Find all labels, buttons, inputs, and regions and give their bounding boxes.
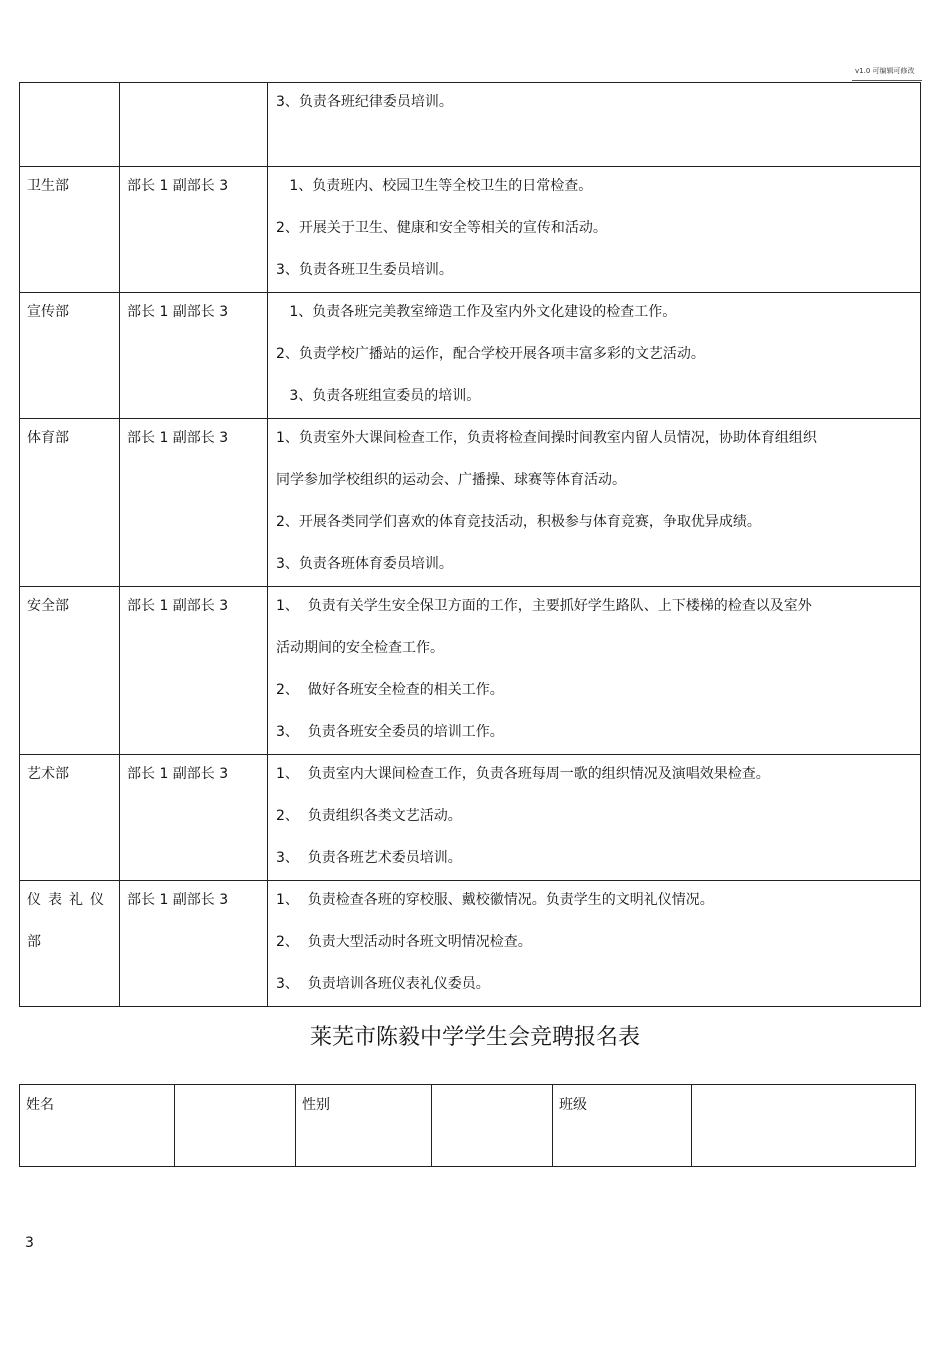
department-name-cell <box>20 167 120 293</box>
staff-text: 部长 1 副部长 3 <box>127 430 229 446</box>
department-name <box>20 72 119 81</box>
class-value-cell[interactable] <box>692 1085 916 1167</box>
department-name-line: 部 <box>27 934 48 950</box>
staff-text: 部长 1 副部长 3 <box>127 178 229 194</box>
department-row <box>20 587 921 755</box>
duty-line: 2、负责学校广播站的运作，配合学校开展各项丰富多彩的文艺活动。 <box>276 346 705 362</box>
department-name: 艺术部 <box>27 766 69 782</box>
duty-line: 1、负责各班完美教室缔造工作及室内外文化建设的检查工作。 <box>276 304 677 320</box>
duty-line: 活动期间的安全检查工作。 <box>276 640 444 656</box>
department-name: 体育部 <box>27 430 69 446</box>
department-name-cell <box>20 881 120 1007</box>
duties-cell <box>268 755 921 881</box>
duties-cell <box>268 83 921 167</box>
page-number: 3 <box>25 1235 34 1251</box>
staff-cell <box>120 881 268 1007</box>
department-name: 宣传部 <box>27 304 69 320</box>
department-name-cell <box>20 419 120 587</box>
duty-line: 2、 负责组织各类文艺活动。 <box>276 808 462 824</box>
department-name-cell <box>20 587 120 755</box>
department-name-line: 仪表礼仪 <box>27 892 111 908</box>
department-name: 卫生部 <box>27 178 69 194</box>
duty-line: 1、 负责有关学生安全保卫方面的工作，主要抓好学生路队、上下楼梯的检查以及室外 <box>276 598 812 614</box>
duty-line: 1、负责班内、校园卫生等全校卫生的日常检查。 <box>276 178 593 194</box>
department-row <box>20 167 921 293</box>
gender-label-cell: 性别 <box>296 1085 432 1167</box>
duties-cell <box>268 419 921 587</box>
staff-cell <box>120 293 268 419</box>
duty-line: 3、 负责各班安全委员的培训工作。 <box>276 724 504 740</box>
department-row <box>20 83 921 167</box>
registration-table <box>19 1084 916 1167</box>
duty-line: 同学参加学校组织的运动会、广播操、球赛等体育活动。 <box>276 472 626 488</box>
department-row <box>20 755 921 881</box>
staff-cell <box>120 419 268 587</box>
duty-line: 3、负责各班卫生委员培训。 <box>276 262 453 278</box>
duty-line: 2、开展关于卫生、健康和安全等相关的宣传和活动。 <box>276 220 607 236</box>
duty-line: 2、开展各类同学们喜欢的体育竞技活动，积极参与体育竞赛，争取优异成绩。 <box>276 514 761 530</box>
department-name: 安全部 <box>27 598 69 614</box>
duties-cell <box>268 587 921 755</box>
staff-cell <box>120 83 268 167</box>
duty-line: 2、 做好各班安全检查的相关工作。 <box>276 682 504 698</box>
name-label-cell: 姓名 <box>20 1085 175 1167</box>
department-table <box>19 82 921 1007</box>
registration-row <box>20 1085 916 1167</box>
class-label-cell: 班级 <box>553 1085 692 1167</box>
department-row <box>20 419 921 587</box>
version-label: v1.0 可编辑可修改 <box>855 67 915 75</box>
department-name-cell <box>20 755 120 881</box>
gender-value-cell[interactable] <box>432 1085 553 1167</box>
duties-cell <box>268 293 921 419</box>
duty-line: 3、负责各班纪律委员培训。 <box>276 94 453 110</box>
department-name-cell <box>20 293 120 419</box>
staff-text: 部长 1 副部长 3 <box>127 766 229 782</box>
department-row <box>20 293 921 419</box>
duty-line: 1、负责室外大课间检查工作，负责将检查间操时间教室内留人员情况，协助体育组组织 <box>276 430 817 446</box>
name-value-cell[interactable] <box>175 1085 296 1167</box>
duties-cell <box>268 881 921 1007</box>
department-name-cell <box>20 83 120 167</box>
duty-line: 1、 负责检查各班的穿校服、戴校徽情况。负责学生的文明礼仪情况。 <box>276 892 714 908</box>
staff-cell <box>120 587 268 755</box>
department-row <box>20 881 921 1007</box>
duty-line: 1、 负责室内大课间检查工作，负责各班每周一歌的组织情况及演唱效果检查。 <box>276 766 770 782</box>
duties-cell <box>268 167 921 293</box>
staff-text: 部长 1 副部长 3 <box>127 304 229 320</box>
staff-text: 部长 1 副部长 3 <box>127 892 229 908</box>
staff-cell <box>120 755 268 881</box>
duty-line: 2、 负责大型活动时各班文明情况检查。 <box>276 934 532 950</box>
duty-line: 3、负责各班体育委员培训。 <box>276 556 453 572</box>
staff-text <box>120 72 267 81</box>
duty-line: 3、 负责各班艺术委员培训。 <box>276 850 462 866</box>
duty-line: 3、 负责培训各班仪表礼仪委员。 <box>276 976 490 992</box>
form-title: 莱芜市陈毅中学学生会竞聘报名表 <box>309 1025 640 1050</box>
department-name <box>20 870 111 963</box>
staff-cell <box>120 167 268 293</box>
duty-line: 3、负责各班组宣委员的培训。 <box>276 388 481 404</box>
staff-text: 部长 1 副部长 3 <box>127 598 229 614</box>
